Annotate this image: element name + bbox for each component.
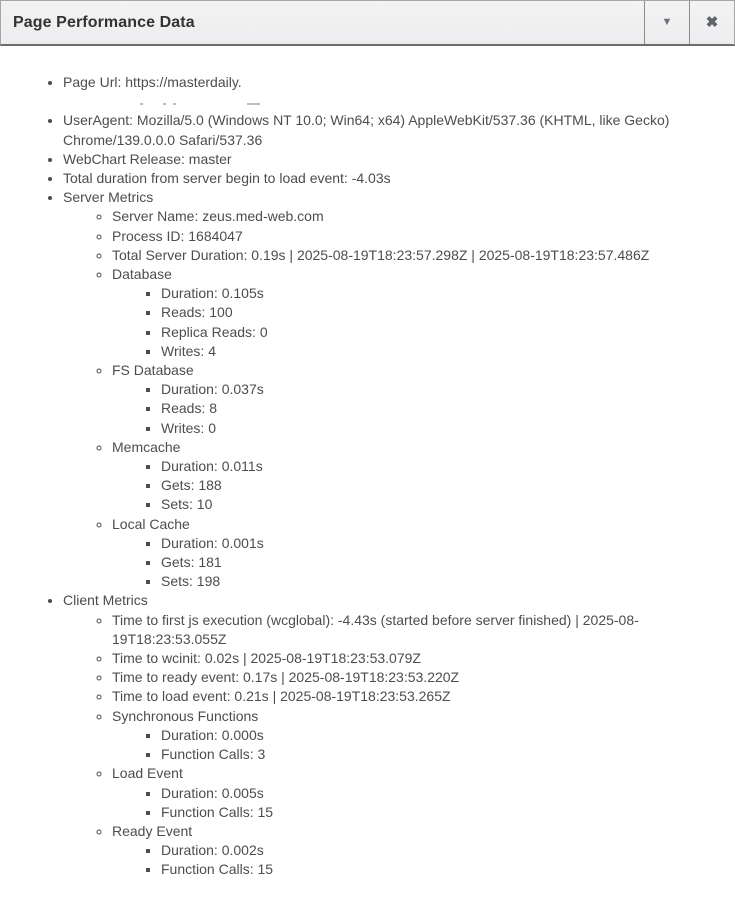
metrics-sublist bbox=[63, 611, 711, 880]
dialog-titlebar bbox=[0, 0, 735, 46]
list-item bbox=[63, 188, 711, 591]
list-item bbox=[161, 476, 711, 495]
metrics-sublist bbox=[112, 726, 711, 764]
list-item bbox=[112, 227, 711, 246]
list-item-text: Duration: 0.105s bbox=[161, 285, 264, 302]
list-item bbox=[161, 380, 711, 399]
list-item bbox=[112, 265, 711, 361]
list-item-text: Total duration from server begin to load event: -4.03s bbox=[63, 170, 391, 186]
list-item-text: Ready Event bbox=[112, 822, 193, 839]
metrics-sublist bbox=[112, 457, 711, 515]
list-item-text: Duration: 0.000s bbox=[161, 726, 264, 743]
list-item-text: Time to ready event: 0.17s | 2025-08-19T18:23:53.220Z bbox=[112, 669, 460, 686]
list-item-text: Time to first js execution (wcglobal): -4.43s (started before server finished) | 2025-08-19T18:23:53.055Z bbox=[112, 611, 639, 647]
list-item bbox=[161, 803, 711, 822]
list-item bbox=[161, 534, 711, 553]
list-item bbox=[112, 611, 711, 649]
list-item-text: Server Metrics bbox=[63, 189, 154, 206]
dialog-body bbox=[0, 46, 735, 890]
metrics-sublist bbox=[112, 784, 711, 822]
redacted-line bbox=[63, 92, 711, 111]
list-item-text: Synchronous Functions bbox=[112, 707, 259, 724]
list-item bbox=[161, 284, 711, 303]
list-item bbox=[112, 822, 711, 880]
list-item-text: Process ID: 1684047 bbox=[112, 227, 243, 244]
list-item bbox=[161, 726, 711, 745]
close-button[interactable] bbox=[689, 1, 734, 44]
list-item bbox=[161, 419, 711, 438]
list-item bbox=[112, 764, 711, 822]
list-item bbox=[161, 572, 711, 591]
list-item-text: WebChart Release: master bbox=[63, 150, 232, 167]
list-item-text: Duration: 0.037s bbox=[161, 381, 264, 398]
list-item-text: Writes: 4 bbox=[161, 342, 216, 359]
list-item bbox=[161, 495, 711, 514]
list-item bbox=[63, 73, 711, 111]
list-item-text: Total Server Duration: 0.19s | 2025-08-19T18:23:57.298Z | 2025-08-19T18:23:57.486Z bbox=[112, 246, 650, 263]
list-item-text: Page Url: https://masterdaily. bbox=[63, 74, 242, 90]
list-item-text: UserAgent: Mozilla/5.0 (Windows NT 10.0; Win64; x64) AppleWebKit/537.36 (KHTML, like Gecko) Chrome/139.0.0.0 Safari/537.36 bbox=[63, 112, 670, 148]
list-item-text: Load Event bbox=[112, 765, 183, 782]
list-item bbox=[63, 169, 711, 188]
list-item bbox=[63, 111, 711, 149]
chevron-down-icon: ▼ bbox=[661, 16, 673, 28]
list-item-text: Sets: 198 bbox=[161, 573, 221, 590]
list-item-text: Time to load event: 0.21s | 2025-08-19T18:23:53.265Z bbox=[112, 688, 451, 705]
list-item-text: Server Name: zeus.med-web.com bbox=[112, 208, 324, 225]
dialog-title: Page Performance Data bbox=[13, 13, 195, 31]
list-item-text: Function Calls: 15 bbox=[161, 803, 274, 820]
close-icon: ✖ bbox=[705, 14, 719, 31]
list-item bbox=[112, 515, 711, 592]
list-item-text: Duration: 0.005s bbox=[161, 784, 264, 801]
list-item-text: Function Calls: 3 bbox=[161, 746, 266, 763]
list-item bbox=[161, 841, 711, 860]
list-item-text: Memcache bbox=[112, 438, 181, 455]
list-item-text: Duration: 0.011s bbox=[161, 458, 263, 475]
list-item bbox=[112, 649, 711, 668]
list-item bbox=[112, 707, 711, 765]
list-item bbox=[161, 745, 711, 764]
list-item-text: Reads: 8 bbox=[161, 400, 218, 417]
list-item bbox=[112, 361, 711, 438]
list-item-text: Replica Reads: 0 bbox=[161, 323, 268, 340]
list-item bbox=[112, 668, 711, 687]
list-item bbox=[112, 438, 711, 515]
metrics-sublist bbox=[112, 841, 711, 879]
metrics-sublist bbox=[112, 284, 711, 361]
metrics-list bbox=[23, 73, 711, 880]
list-item-text: Duration: 0.002s bbox=[161, 842, 264, 859]
list-item bbox=[161, 784, 711, 803]
list-item bbox=[161, 457, 711, 476]
metrics-sublist bbox=[63, 207, 711, 591]
list-item-text: Database bbox=[112, 266, 172, 283]
list-item bbox=[63, 150, 711, 169]
list-item-text: Function Calls: 15 bbox=[161, 861, 274, 878]
list-item bbox=[112, 207, 711, 226]
list-item bbox=[112, 246, 711, 265]
list-item bbox=[161, 342, 711, 361]
metrics-sublist bbox=[112, 534, 711, 592]
list-item-text: Writes: 0 bbox=[161, 419, 216, 436]
list-item-text: FS Database bbox=[112, 362, 194, 379]
metrics-sublist bbox=[112, 380, 711, 438]
list-item-text: Duration: 0.001s bbox=[161, 534, 264, 551]
list-item-text: Sets: 10 bbox=[161, 496, 213, 513]
list-item bbox=[161, 399, 711, 418]
list-item bbox=[161, 323, 711, 342]
list-item-text: Gets: 181 bbox=[161, 554, 222, 571]
list-item-text: Local Cache bbox=[112, 515, 190, 532]
list-item bbox=[112, 687, 711, 706]
list-item-text: Client Metrics bbox=[63, 592, 148, 609]
list-item-text: Time to wcinit: 0.02s | 2025-08-19T18:23:53.079Z bbox=[112, 650, 421, 667]
list-item bbox=[161, 553, 711, 572]
collapse-button[interactable] bbox=[644, 1, 689, 44]
list-item-text: Reads: 100 bbox=[161, 304, 233, 321]
list-item bbox=[63, 591, 711, 879]
list-item-text: Gets: 188 bbox=[161, 477, 222, 494]
list-item bbox=[161, 860, 711, 879]
list-item bbox=[161, 303, 711, 322]
